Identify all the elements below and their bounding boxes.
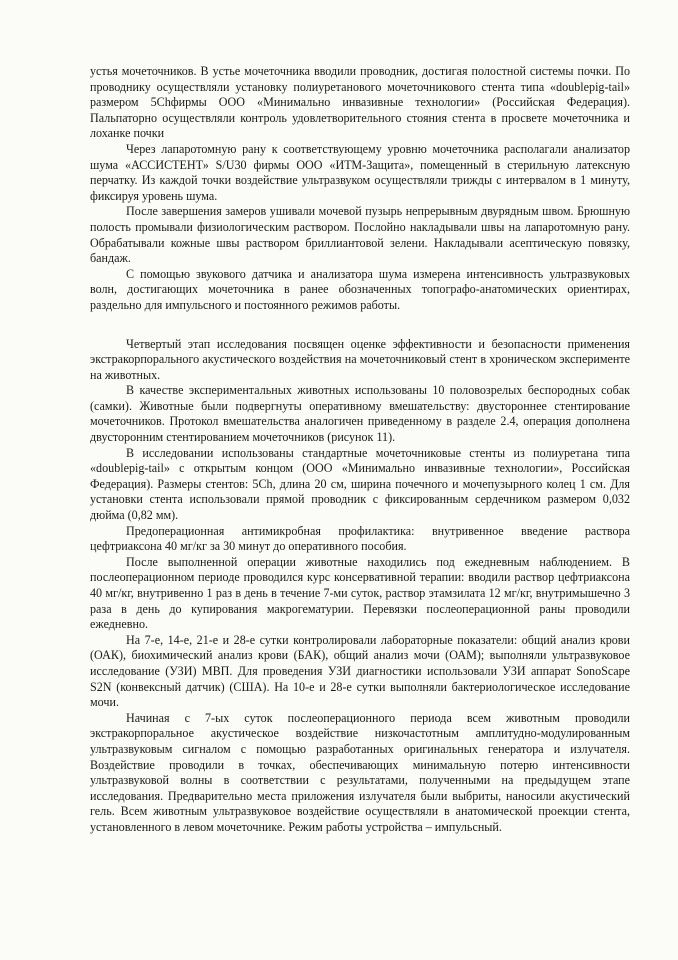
paragraph-9: После выполненной операции животные находились под ежедневным наблюдением. В послеоперационном периоде проводился курс консервативной терапии: вводили раствор цефтриаксона 40 мг/кг, внутривенно 1 раз в день в течение 7-ми суток, раствор этамзилата 12 мг/кг, внутримышечно 3 раза в день до купирования макрогематурии. Перевязки послеоперационной раны проводили ежедневно. — [90, 554, 630, 632]
paragraph-10: На 7-е, 14-е, 21-е и 28-е сутки контролировали лабораторные показатели: общий анализ крови (ОАК), биохимический анализ крови (БАК), общий анализ мочи (ОАМ); выполняли ультразвуковое исследование (УЗИ) МВП. Для проведения УЗИ диагностики использовали УЗИ аппарат SonoScape S2N (конвексный датчик) (США). На 10-е и 28-е сутки выполняли бактериологическое исследование мочи. — [90, 632, 630, 710]
document-body — [90, 64, 630, 836]
paragraph-4: С помощью звукового датчика и анализатора шума измерена интенсивность ультразвуковых волн, достигающих мочеточника в ранее обозначенных топографо-анатомических ориентирах, раздельно для импульсного и постоянного режимов работы. — [90, 266, 630, 312]
paragraph-11: Начиная с 7-ых суток послеоперационного периода всем животным проводили экстракорпоральное акустическое воздействие низкочастотным амплитудно-модулированным ультразвуковым сигналом с помощью разработанных оригинальных генератора и излучателя. Воздействие проводили в точках, обеспечивающих минимальную потерю интенсивности ультразвуковой волны в соответствии с результатами, полученными на предыдущем этапе исследования. Предварительно места приложения излучателя были выбриты, наносили акустический гель. Всем животным ультразвуковое воздействие осуществляли в анатомической проекции стента, установленного в левом мочеточнике. Режим работы устройства – импульсный. — [90, 710, 630, 834]
paragraph-7: В исследовании использованы стандартные мочеточниковые стенты из полиуретана типа «doublepig-tail» с открытым концом (ООО «Минимально инвазивные технологии», Российская Федерация). Размеры стентов: 5Ch, длина 20 см, ширина почечного и мочепузырного колец 1 см. Для установки стента использовали прямой проводник с фиксированным сердечником размером 0,032 дюйма (0,82 мм). — [90, 445, 630, 523]
paragraph-1: устья мочеточников. В устье мочеточника вводили проводник, достигая полостной системы почки. По проводнику осуществляли установку полиуретанового мочеточникового стента типа «doublepig-tail» размером 5Chфирмы ООО «Минимально инвазивные технологии» (Российская Федерация). Пальпаторно осуществляли контроль удовлетворительного стояния стента в просвете мочеточника и лоханке почки — [90, 64, 630, 141]
paragraph-6: В качестве экспериментальных животных использованы 10 половозрелых беспородных собак (самки). Животные были подвергнуты оперативному вмешательству: двустороннее стентирование мочеточников. Протокол вмешательства аналогичен приведенному в разделе 2.4, операция дополнена двусторонним стентированием мочеточников (рисунок 11). — [90, 383, 630, 445]
paragraph-2: Через лапаротомную рану к соответствующему уровню мочеточника располагали анализатор шума «АССИСТЕНТ» S/U30 фирмы ООО «ИТМ-Защита», помещенный в стерильную латексную перчатку. Из каждой точки воздействие ультразвуком осуществляли трижды с интервалом в 1 минуту, фиксируя уровень шума. — [90, 141, 630, 203]
paragraph-5: Четвертый этап исследования посвящен оценке эффективности и безопасности применения экстракорпорального акустического воздействия на мочеточниковый стент в хроническом эксперименте на животных. — [90, 336, 630, 382]
paragraph-3: После завершения замеров ушивали мочевой пузырь непрерывным двурядным швом. Брюшную полость промывали физиологическим раствором. Послойно накладывали швы на лапаротомную рану. Обрабатывали кожные швы раствором бриллиантовой зелени. Накладывали асептическую повязку, бандаж. — [90, 204, 630, 266]
paragraph-8: Предоперационная антимикробная профилактика: внутривенное введение раствора цефтриаксона 40 мг/кг за 30 минут до оперативного пособия. — [90, 523, 630, 554]
